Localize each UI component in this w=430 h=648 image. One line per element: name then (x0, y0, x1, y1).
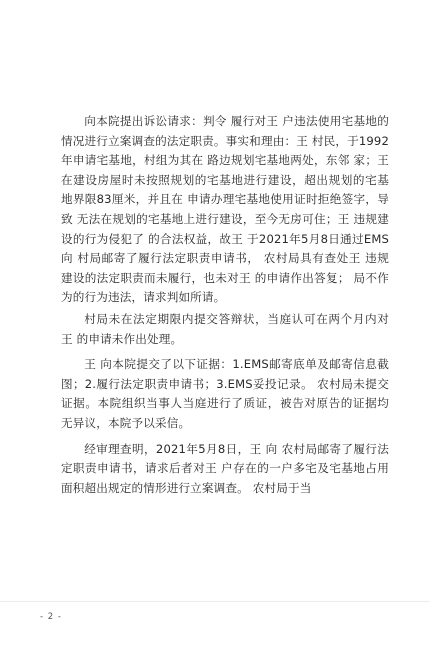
paragraph-evidence: 王 向本院提交了以下证据：1.EMS邮寄底单及邮寄信息截图；2.履行法定职责申请书；3.EMS妥投记录。 农村局未提交证据。本院组织当事人当庭进行了质证，被告对原告的证据均无异议，本院予以采信。 (61, 357, 389, 430)
paragraph-claims: 向本院提出诉讼请求：判令 履行对王 户违法使用宅基地的情况进行立案调查的法定职责。事实和理由：王 村民，于1992年申请宅基地，村组为其在 路边规划宅基地两处，东邻 家；王 在建设房屋时未按照规划的宅基地进行建设，超出规划的宅基地界限83厘米，并且在 申请办理宅基地使用证时拒绝签字，导致 无法在规划的宅基地上进行建设，至今无房可住；王 违规建设的行为侵犯了 的合法权益，故王 于2021年5月8日通过EMS向 村局邮寄了履行法定职责申请书， 农村局具有查处王 违规建设的法定职责而未履行，也未对王 的申请作出答复； 局不作为的行为违法，请求判如所请。 (61, 114, 389, 305)
paragraph-findings: 经审理查明，2021年5月8日，王 向 农村局邮寄了履行法定职责申请书，请求后者对王 户存在的一户多宅及宅基地占用面积超出规定的情形进行立案调查。 农村局于当 (61, 441, 389, 495)
document-body (61, 112, 389, 500)
page-number: - 2 - (40, 612, 62, 622)
paragraph-defense: 村局未在法定期限内提交答辩状，当庭认可在两个月内对王 的申请未作出处理。 (61, 311, 389, 346)
footer-divider (0, 601, 430, 602)
